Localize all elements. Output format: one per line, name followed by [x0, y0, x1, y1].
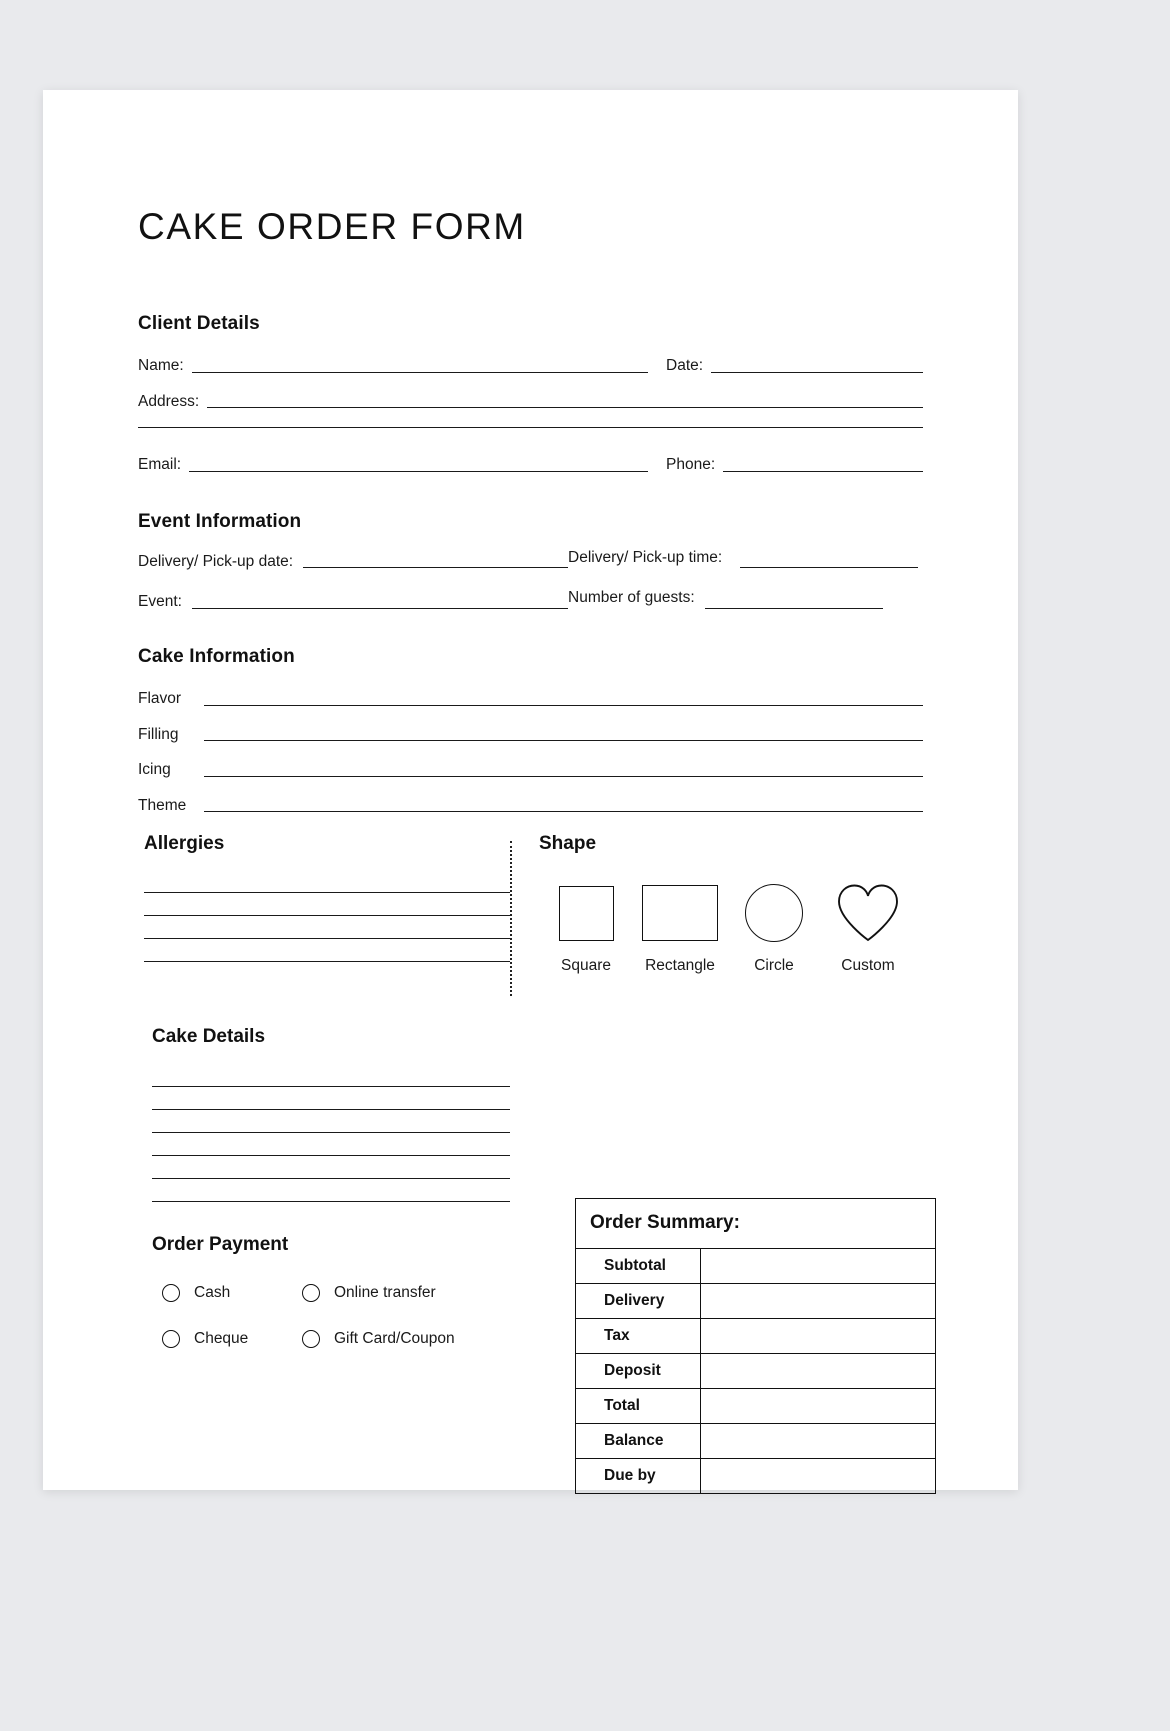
- allergies-section: [138, 833, 510, 996]
- phone-label: Phone:: [666, 456, 716, 474]
- event-name-field[interactable]: [138, 593, 568, 612]
- summary-value-subtotal[interactable]: [701, 1249, 935, 1283]
- summary-label-tax: Tax: [576, 1319, 701, 1353]
- shape-heading: Shape: [539, 833, 597, 855]
- cake-information-section: [138, 646, 923, 815]
- delivery-date-field[interactable]: [138, 553, 568, 572]
- payment-option-cheque[interactable]: [152, 1330, 302, 1348]
- shape-option-rectangle[interactable]: [633, 883, 727, 975]
- circle-icon: [745, 883, 803, 943]
- name-label: Name:: [138, 357, 184, 374]
- allergies-line[interactable]: [144, 939, 510, 962]
- email-phone-row: [138, 456, 923, 475]
- shape-option-square[interactable]: [539, 883, 633, 975]
- payment-label-cash: Cash: [194, 1284, 231, 1302]
- payment-option-gift-card[interactable]: [302, 1330, 455, 1348]
- client-details-section: [138, 313, 923, 475]
- shape-options: [539, 883, 923, 975]
- order-summary-table: [575, 1198, 936, 1494]
- filling-row[interactable]: [138, 726, 923, 745]
- email-input-line[interactable]: [189, 471, 648, 472]
- shape-section: [512, 833, 923, 996]
- summary-label-total: Total: [576, 1389, 701, 1423]
- cake-details-section: [138, 1026, 510, 1202]
- icing-row[interactable]: [138, 761, 923, 780]
- payment-label-online-transfer: Online transfer: [334, 1284, 436, 1302]
- summary-value-due-by[interactable]: [701, 1459, 935, 1493]
- page-title: CAKE ORDER FORM: [138, 206, 526, 247]
- date-field-row[interactable]: [648, 357, 923, 376]
- icing-input-line[interactable]: [204, 776, 923, 777]
- address-input-line-2[interactable]: [138, 427, 923, 428]
- allergies-line[interactable]: [144, 916, 510, 939]
- radio-icon[interactable]: [162, 1284, 180, 1302]
- shape-label-custom: Custom: [841, 957, 895, 975]
- cake-information-fields: [138, 690, 923, 815]
- guests-input-line[interactable]: [705, 608, 883, 609]
- square-icon: [559, 883, 614, 943]
- delivery-row: [138, 549, 923, 572]
- email-field-row[interactable]: [138, 456, 648, 475]
- event-information-heading: Event Information: [138, 510, 302, 532]
- payment-label-cheque: Cheque: [194, 1330, 249, 1348]
- address-label: Address:: [138, 392, 200, 410]
- summary-label-due-by: Due by: [576, 1459, 701, 1493]
- delivery-date-label: Delivery/ Pick-up date:: [138, 552, 294, 570]
- table-row: [576, 1249, 935, 1284]
- rectangle-icon: [642, 883, 718, 943]
- guests-label: Number of guests:: [568, 589, 695, 607]
- flavor-input-line[interactable]: [204, 705, 923, 706]
- payment-row-2: [152, 1330, 510, 1348]
- shape-option-custom[interactable]: [821, 883, 915, 975]
- allergies-writing-area[interactable]: [144, 869, 510, 962]
- shape-label-rectangle: Rectangle: [645, 957, 715, 975]
- cake-details-line[interactable]: [152, 1179, 510, 1202]
- name-field-row[interactable]: [138, 357, 648, 376]
- theme-input-line[interactable]: [204, 811, 923, 812]
- date-label: Date:: [666, 357, 704, 374]
- address-field-row[interactable]: [138, 393, 923, 412]
- phone-input-line[interactable]: [723, 471, 923, 472]
- order-summary-heading: Order Summary:: [576, 1199, 935, 1249]
- name-input-line[interactable]: [192, 372, 648, 373]
- allergies-line[interactable]: [144, 893, 510, 916]
- radio-icon[interactable]: [302, 1330, 320, 1348]
- radio-icon[interactable]: [302, 1284, 320, 1302]
- icing-label: Icing: [138, 761, 171, 779]
- summary-value-delivery[interactable]: [701, 1284, 935, 1318]
- event-label: Event:: [138, 593, 182, 611]
- summary-value-deposit[interactable]: [701, 1354, 935, 1388]
- summary-value-balance[interactable]: [701, 1424, 935, 1458]
- cake-details-line[interactable]: [152, 1133, 510, 1156]
- summary-label-balance: Balance: [576, 1424, 701, 1458]
- address-second-line-wrap: [138, 427, 923, 428]
- shape-option-circle[interactable]: [727, 883, 821, 975]
- allergies-heading: Allergies: [144, 833, 225, 855]
- shape-label-square: Square: [561, 957, 611, 975]
- payment-label-gift-card: Gift Card/Coupon: [334, 1330, 455, 1348]
- guests-field[interactable]: [568, 589, 923, 612]
- cake-details-line[interactable]: [152, 1110, 510, 1133]
- email-label: Email:: [138, 456, 182, 474]
- cake-details-heading: Cake Details: [152, 1026, 266, 1048]
- delivery-time-label: Delivery/ Pick-up time:: [568, 548, 723, 566]
- phone-field-row[interactable]: [648, 456, 923, 475]
- flavor-label: Flavor: [138, 689, 182, 707]
- client-details-heading: Client Details: [138, 313, 260, 334]
- allergies-line[interactable]: [144, 869, 510, 893]
- event-guests-row: [138, 589, 923, 612]
- table-row: [576, 1284, 935, 1319]
- delivery-time-input-line[interactable]: [740, 567, 918, 568]
- order-payment-heading: Order Payment: [152, 1234, 289, 1256]
- table-row: [576, 1459, 935, 1493]
- summary-label-deposit: Deposit: [576, 1354, 701, 1388]
- cake-details-line[interactable]: [152, 1087, 510, 1110]
- flavor-row[interactable]: [138, 690, 923, 709]
- theme-label: Theme: [138, 796, 187, 814]
- summary-value-tax[interactable]: [701, 1319, 935, 1353]
- cake-information-heading: Cake Information: [138, 645, 295, 667]
- summary-label-subtotal: Subtotal: [576, 1249, 701, 1283]
- theme-row[interactable]: [138, 797, 923, 816]
- payment-option-online-transfer[interactable]: [302, 1284, 436, 1302]
- filling-input-line[interactable]: [204, 740, 923, 741]
- summary-value-total[interactable]: [701, 1389, 935, 1423]
- delivery-date-input-line[interactable]: [303, 567, 568, 568]
- event-input-line[interactable]: [192, 608, 568, 609]
- table-row: [576, 1354, 935, 1389]
- shape-label-circle: Circle: [754, 957, 794, 975]
- date-input-line[interactable]: [711, 372, 923, 373]
- payment-option-cash[interactable]: [152, 1284, 302, 1302]
- event-information-section: [138, 511, 923, 612]
- delivery-time-field[interactable]: [568, 549, 923, 572]
- address-input-line-1[interactable]: [207, 407, 923, 408]
- client-name-date-row: [138, 357, 923, 376]
- payment-options: [152, 1284, 510, 1348]
- cake-details-writing-area[interactable]: [152, 1063, 510, 1202]
- radio-icon[interactable]: [162, 1330, 180, 1348]
- event-fields: [138, 549, 923, 612]
- heart-icon: [836, 883, 900, 943]
- allergies-shape-row: [138, 833, 923, 996]
- cake-details-line[interactable]: [152, 1063, 510, 1087]
- printable-sheet: [43, 90, 1018, 1490]
- table-row: [576, 1319, 935, 1354]
- order-payment-section: [138, 1234, 510, 1348]
- payment-row-1: [152, 1284, 510, 1302]
- table-row: [576, 1389, 935, 1424]
- cake-details-line[interactable]: [152, 1156, 510, 1179]
- summary-label-delivery: Delivery: [576, 1284, 701, 1318]
- table-row: [576, 1424, 935, 1459]
- filling-label: Filling: [138, 725, 179, 743]
